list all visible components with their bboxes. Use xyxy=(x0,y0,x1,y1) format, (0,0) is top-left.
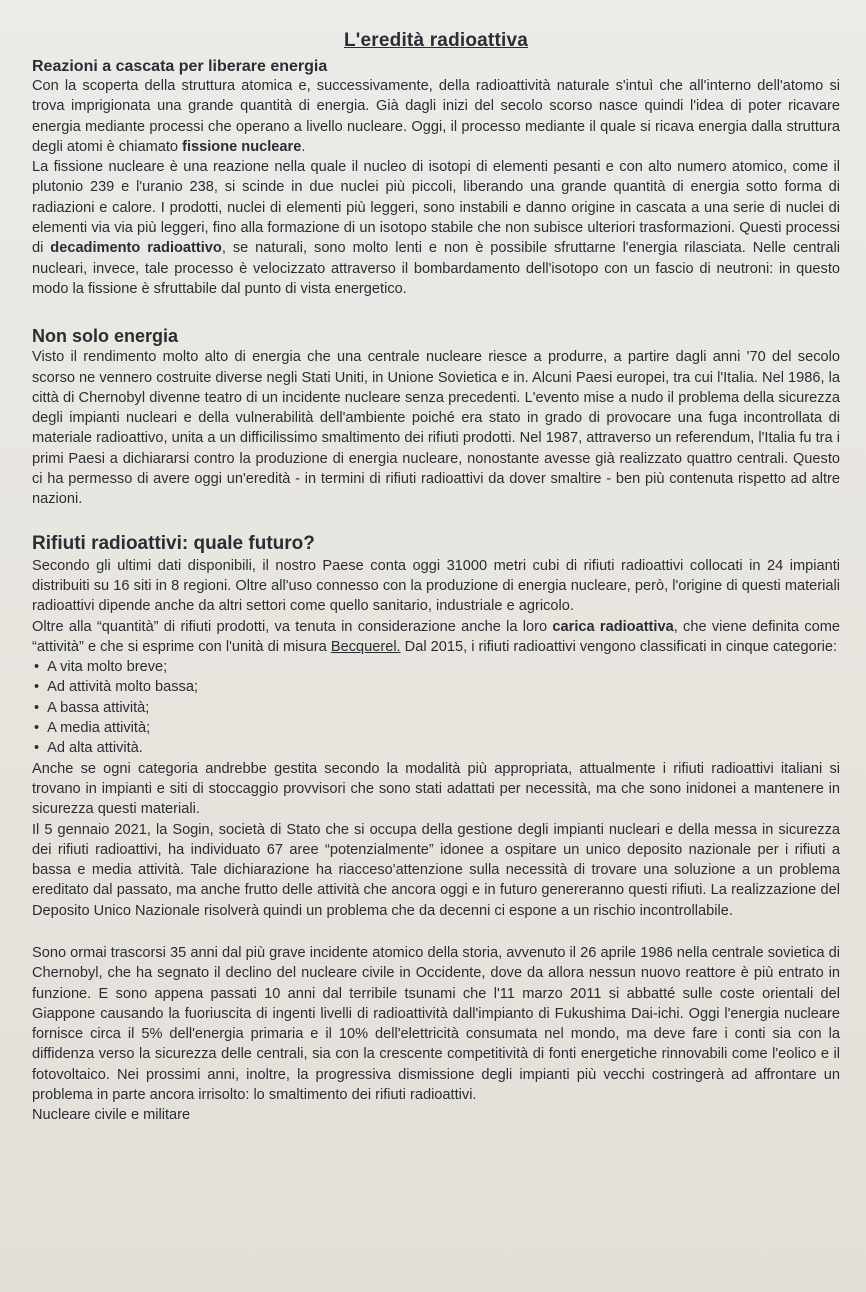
page-title: L'eredità radioattiva xyxy=(344,30,528,51)
paragraph: Visto il rendimento molto alto di energia che una centrale nucleare riesce a produrre, a partire dagli anni '70 del secolo scorso ne vennero costruite diverse negli Stati Uniti, in Unione Sovietica e in. Alcuni Paesi europei, tra cui l'Italia. Nel 1986, la città di Chernobyl divenne teatro di un incidente nucleare senza precedenti. L'evento mise a nudo il problema della sicurezza degli impianti nucleari e della vulnerabilità dell'ambiente poiché era stato in grado di provocare una fuga incontrollata di materiale radioattivo, unita a un difficilissimo smaltimento dei rifiuti prodotti. Nel 1987, attraverso un referendum, l'Italia fu tra i primi Paesi a dichiararsi contro la produzione di energia nucleare, nonostante avesse già realizzato quattro centrali. Questo ci ha permesso di avere oggi un'eredità - in termini di rifiuti radioattivi da dover smaltire - ben più contenuta rispetto ad altre nazioni. xyxy=(32,349,840,508)
footer-caption: Nucleare civile e militare xyxy=(32,1107,191,1124)
bold-term: decadimento radioattivo xyxy=(50,240,222,257)
underlined-term: Becquerel. xyxy=(330,638,401,655)
list-item: • A bassa attività; xyxy=(32,698,840,718)
list-item: • A vita molto breve; xyxy=(32,657,840,677)
paragraph: La fissione nucleare è una reazione nella quale il nucleo di isotopi di elementi pesanti e con alto numero atomico, come il plutonio 239 e l'uranio 238, si scinde in due nuclei più piccoli, liberando una grande quantità di energia sotto forma di radiazioni e calore. I prodotti, nuclei di elementi più leggeri, sono instabili e danno origine in cascata a una serie di nuclei di elementi via via più leggeri, fino alla formazione di un isotopo stabile che non subisce ulteriori trasformazioni. Questi processi di decadimento radioattivo, se naturali, sono molto lenti e non è possibile sfruttarne l'energia rilasciata. Nelle centrali nucleari, invece, tale processo è velocizzato attraverso il bombardamento dell'isotopo con un fascio di neutroni: in questo modo la fissione è sfruttabile dal punto di vista energetico. xyxy=(32,159,841,297)
section-heading-rifiuti: Rifiuti radioattivi: quale futuro? xyxy=(32,532,315,554)
paragraph: Sono ormai trascorsi 35 anni dal più grave incidente atomico della storia, avvenuto il 26 aprile 1986 nella centrale sovietica di Chernobyl, che ha segnato il declino del nucleare civile in Occidente, dove da allora nessun nuovo reattore è più entrato in funzione. E sono appena passati 10 anni dal terribile tsunami che l'11 marzo 2011 si abbatté sulle coste orientali del Giappone causando la fuoriuscita di ingenti livelli di radioattività dall'impianto di Fukushima Dai-ichi. Oggi l'energia nucleare fornisce circa il 5% dell'energia primaria e il 10% dell'elettricità consumata nel mondo, ma deve fare i conti sia con la diffidenza verso la sicurezza delle centrali, sia con la crescente competitività di fonti energetiche rinnovabili come l'eolico e il fotovoltaico. Nei prossimi anni, inoltre, la progressiva dismissione degli impianti più vecchi costringerà ad affrontare un problema in parte ancora irrisolto: lo smaltimento dei rifiuti radioattivi. xyxy=(32,944,840,1104)
paragraph: Anche se ogni categoria andrebbe gestita secondo la modalità più appropriata, attualmente i rifiuti radioattivi italiani si trovano in impianti e siti di stoccaggio provvisori che sono stati adattati per necessità, ma che sono inidonei a mantenere in sicurezza questi materiali. xyxy=(32,760,840,818)
category-list xyxy=(32,657,840,758)
list-item: • Ad alta attività. xyxy=(32,738,840,758)
section-heading-non-solo-energia: Non solo energia xyxy=(32,326,179,347)
list-item: • A media attività; xyxy=(32,718,840,738)
paragraph: Con la scoperta della struttura atomica e, successivamente, della radioattività naturale s'intuì che all'interno dell'atomo si trova imprigionata una grande quantità di energia. Già dagli inizi del secolo scorso nasce quindi l'idea di poter ricavare energia mediante processi che operano a livello nucleare. Oggi, il processo mediante il quale si ricava energia dalla struttura degli atomi è chiamato fissione nucleare. xyxy=(32,78,840,155)
bold-term: carica radioattiva xyxy=(552,618,674,635)
paragraph: Secondo gli ultimi dati disponibili, il nostro Paese conta oggi 31000 metri cubi di rifiuti radioattivi collocati in 24 impianti distribuiti su 16 siti in 8 regioni. Oltre all'uso connesso con la produzione di energia nucleare, però, l'origine di questi materiali radioattivi dipende anche da altri settori come quello sanitario, industriale e agricolo. xyxy=(32,557,840,615)
paragraph: Oltre alla “quantità” di rifiuti prodotti, va tenuta in considerazione anche la loro carica radioattiva, che viene definita come “attività” e che si esprime con l'unità di misura Becquerel. Dal 2015, i rifiuti radioattivi vengono classificati in cinque categorie: xyxy=(32,618,841,655)
list-item: • Ad attività molto bassa; xyxy=(32,677,840,697)
bold-term: fissione nucleare xyxy=(182,138,302,155)
section-heading-reazioni: Reazioni a cascata per liberare energia xyxy=(32,58,328,75)
paragraph: Il 5 gennaio 2021, la Sogin, società di Stato che si occupa della gestione degli impianti nucleari e della messa in sicurezza dei rifiuti radioattivi, ha individuato 67 aree “potenzialmente” idonee a ospitare un unico deposito nazionale per i rifiuti a bassa e media attività. Tale dichiarazione ha riacceso'attenzione sulla necessità di trovare una soluzione a un problema ereditato dal passato, ma anche frutto delle attività che ancora oggi e in futuro genereranno questi rifiuti. La realizzazione del Deposito Unico Nazionale risolverà quindi un problema che da decenni ci espone a un rischio incontrollabile. xyxy=(32,821,840,919)
